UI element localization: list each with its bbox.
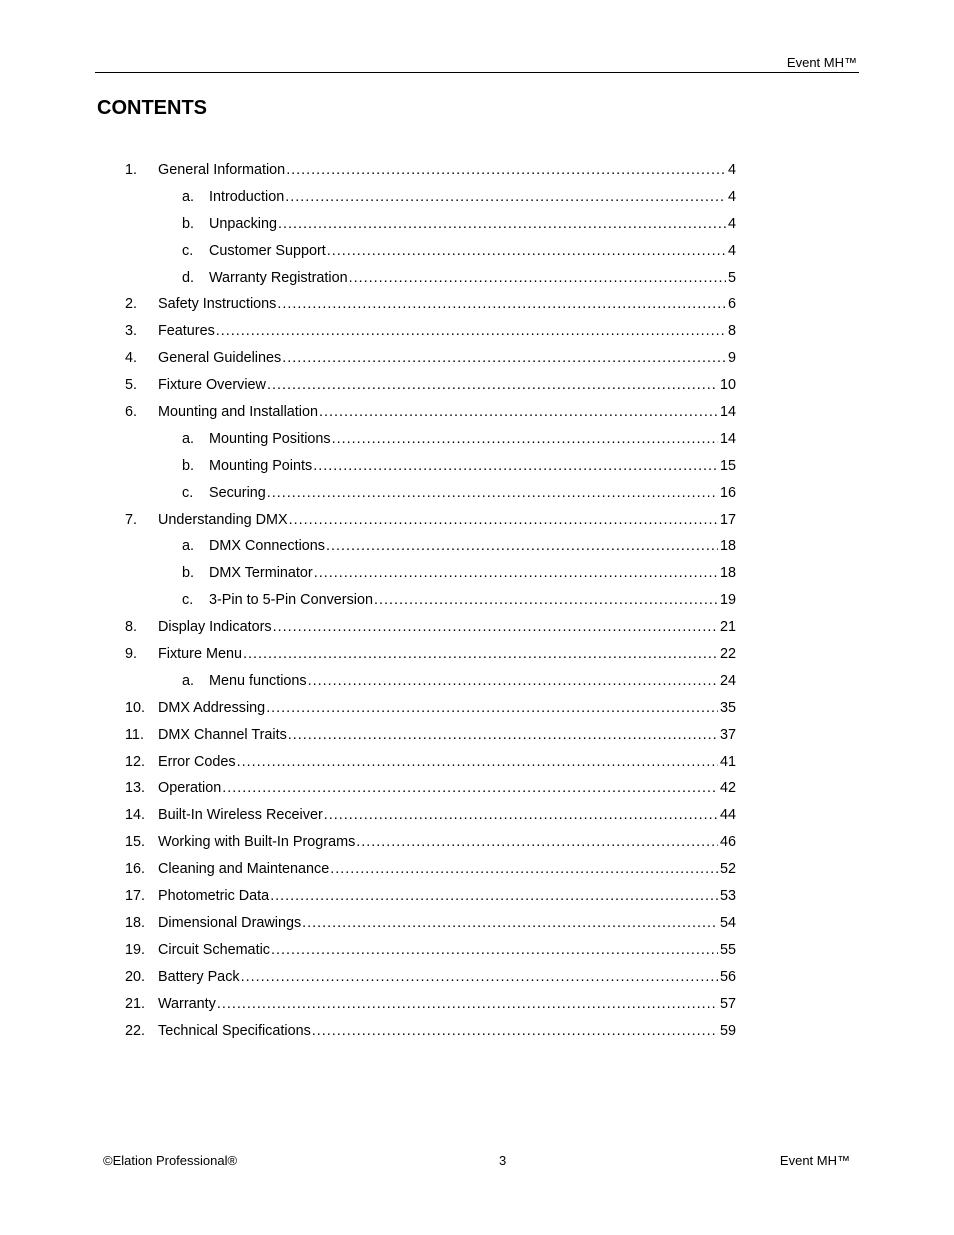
toc-entry-page: 35: [719, 699, 736, 716]
toc-entry[interactable]: [0, 967, 954, 994]
toc-entry-label: DMX Channel Traits: [158, 726, 287, 743]
toc-entry-line: [158, 644, 736, 664]
toc-entry-page: 14: [719, 430, 736, 447]
toc-entry-label: Menu functions: [209, 672, 307, 689]
toc-entry-line: [209, 536, 736, 556]
toc-entry-number: 3.: [125, 323, 138, 340]
toc-entry-page: 19: [719, 592, 736, 609]
toc-entry-number: 19.: [125, 941, 146, 958]
toc-entry-line: [158, 1021, 736, 1041]
toc-entry-label: Mounting Points: [209, 457, 313, 474]
toc-entry-label: Introduction: [209, 188, 285, 205]
toc-entry-number: 6.: [125, 404, 138, 421]
toc-entry-page: 37: [719, 726, 736, 743]
toc-entry-number: c.: [182, 484, 194, 501]
toc-entry[interactable]: [0, 832, 954, 859]
header-product-name: Event MH™: [786, 55, 857, 70]
toc-entry-line: [158, 294, 736, 314]
toc-entry-page: 52: [719, 861, 736, 878]
toc-entry-line: [158, 510, 736, 530]
toc-entry-line: [158, 725, 736, 745]
toc-subentry[interactable]: [0, 483, 954, 510]
toc-entry-number: 15.: [125, 834, 146, 851]
toc-dot-leader: [302, 913, 718, 933]
toc-entry-label: Mounting Positions: [209, 430, 331, 447]
toc-dot-leader: [324, 805, 718, 825]
toc-entry[interactable]: [0, 375, 954, 402]
toc-entry-page: 56: [719, 968, 736, 985]
toc-dot-leader: [374, 590, 718, 610]
toc-dot-leader: [285, 187, 726, 207]
toc-entry-number: 21.: [125, 995, 146, 1012]
toc-entry-label: Understanding DMX: [158, 511, 288, 528]
toc-entry-number: 20.: [125, 968, 146, 985]
toc-entry-line: [158, 698, 736, 718]
toc-dot-leader: [326, 536, 718, 556]
toc-subentry[interactable]: [0, 429, 954, 456]
toc-entry-label: Circuit Schematic: [158, 941, 270, 958]
toc-entry-line: [209, 268, 736, 288]
toc-entry-label: 3-Pin to 5-Pin Conversion: [209, 592, 373, 609]
toc-entry-line: [209, 241, 736, 261]
toc-dot-leader: [282, 348, 726, 368]
toc-entry-number: 18.: [125, 914, 146, 931]
toc-entry-label: Fixture Overview: [158, 377, 266, 394]
toc-entry-line: [158, 617, 736, 637]
toc-entry-page: 9: [727, 350, 736, 367]
toc-subentry[interactable]: [0, 268, 954, 295]
toc-entry-line: [158, 778, 736, 798]
toc-dot-leader: [271, 940, 718, 960]
toc-entry-page: 55: [719, 941, 736, 958]
toc-dot-leader: [286, 160, 726, 180]
toc-entry-number: 17.: [125, 888, 146, 905]
toc-entry-label: Cleaning and Maintenance: [158, 861, 330, 878]
toc-entry-label: Photometric Data: [158, 888, 270, 905]
toc-entry-number: 4.: [125, 350, 138, 367]
toc-dot-leader: [273, 617, 718, 637]
toc-entry-label: Error Codes: [158, 753, 236, 770]
toc-entry-page: 57: [719, 995, 736, 1012]
toc-entry-number: 8.: [125, 619, 138, 636]
toc-entry-page: 6: [727, 296, 736, 313]
toc-entry-line: [158, 967, 736, 987]
toc-subentry[interactable]: [0, 671, 954, 698]
toc-dot-leader: [241, 967, 718, 987]
toc-entry-page: 10: [719, 377, 736, 394]
toc-dot-leader: [217, 994, 718, 1014]
toc-entry-line: [158, 886, 736, 906]
toc-entry-number: b.: [182, 565, 195, 582]
toc-entry-label: DMX Connections: [209, 538, 325, 555]
toc-entry[interactable]: [0, 725, 954, 752]
toc-entry-number: 14.: [125, 807, 146, 824]
toc-dot-leader: [267, 375, 718, 395]
toc-entry-label: Safety Instructions: [158, 296, 277, 313]
toc-entry[interactable]: [0, 994, 954, 1021]
toc-entry[interactable]: [0, 1021, 954, 1048]
toc-dot-leader: [319, 402, 718, 422]
toc-entry[interactable]: [0, 510, 954, 537]
toc-entry-page: 4: [727, 215, 736, 232]
toc-subentry[interactable]: [0, 187, 954, 214]
toc-entry-label: Customer Support: [209, 242, 326, 259]
toc-entry-page: 18: [719, 538, 736, 555]
toc-entry-page: 21: [719, 619, 736, 636]
toc-entry-number: 2.: [125, 296, 138, 313]
toc-entry-label: Unpacking: [209, 215, 277, 232]
toc-entry-line: [158, 402, 736, 422]
footer-product-name: Event MH™: [779, 1153, 850, 1168]
toc-entry-label: Operation: [158, 780, 222, 797]
toc-entry-number: 9.: [125, 646, 138, 663]
toc-entry-page: 15: [719, 457, 736, 474]
page-title: CONTENTS: [97, 97, 207, 119]
toc-entry-label: Mounting and Installation: [158, 404, 319, 421]
toc-subentry[interactable]: [0, 536, 954, 563]
toc-dot-leader: [270, 886, 718, 906]
toc-entry-line: [158, 805, 736, 825]
toc-entry-line: [209, 456, 736, 476]
toc-entry-number: a.: [182, 188, 195, 205]
toc-subentry[interactable]: [0, 590, 954, 617]
toc-entry[interactable]: [0, 913, 954, 940]
toc-entry[interactable]: [0, 778, 954, 805]
toc-dot-leader: [327, 241, 726, 261]
toc-entry-page: 16: [719, 484, 736, 501]
toc-entry-label: DMX Terminator: [209, 565, 313, 582]
toc-entry-page: 53: [719, 888, 736, 905]
toc-dot-leader: [266, 698, 718, 718]
toc-entry-page: 54: [719, 914, 736, 931]
toc-entry-number: b.: [182, 457, 195, 474]
toc-entry-label: Working with Built-In Programs: [158, 834, 356, 851]
toc-subentry[interactable]: [0, 456, 954, 483]
toc-dot-leader: [332, 429, 718, 449]
toc-entry[interactable]: [0, 698, 954, 725]
toc-entry-label: Battery Pack: [158, 968, 240, 985]
toc-dot-leader: [237, 752, 718, 772]
toc-dot-leader: [289, 510, 718, 530]
toc-entry-page: 18: [719, 565, 736, 582]
toc-entry[interactable]: [0, 348, 954, 375]
toc-entry-page: 59: [719, 1022, 736, 1039]
footer-page-number: 3: [499, 1153, 507, 1168]
toc-dot-leader: [314, 563, 718, 583]
toc-entry-page: 44: [719, 807, 736, 824]
toc-entry-label: Display Indicators: [158, 619, 272, 636]
toc-subentry[interactable]: [0, 241, 954, 268]
toc-entry-label: Built-In Wireless Receiver: [158, 807, 323, 824]
toc-entry-number: 22.: [125, 1022, 146, 1039]
toc-entry-page: 24: [719, 672, 736, 689]
toc-entry[interactable]: [0, 402, 954, 429]
toc-entry-label: Securing: [209, 484, 266, 501]
toc-entry-page: 22: [719, 646, 736, 663]
toc-entry[interactable]: [0, 160, 954, 187]
toc-entry-line: [158, 859, 736, 879]
toc-entry-page: 17: [719, 511, 736, 528]
toc-dot-leader: [216, 321, 726, 341]
toc-dot-leader: [278, 214, 726, 234]
toc-entry-number: 1.: [125, 162, 138, 178]
toc-entry[interactable]: [0, 321, 954, 348]
toc-entry-number: 7.: [125, 511, 138, 528]
toc-entry-number: 13.: [125, 780, 146, 797]
toc-entry-line: [158, 994, 736, 1014]
toc-dot-leader: [330, 859, 718, 879]
toc-entry-number: c.: [182, 592, 194, 609]
toc-entry-line: [158, 321, 736, 341]
toc-entry-label: Warranty Registration: [209, 269, 348, 286]
toc-entry-number: b.: [182, 215, 195, 232]
toc-dot-leader: [349, 268, 726, 288]
toc-entry-label: Technical Specifications: [158, 1022, 311, 1039]
toc-entry-line: [209, 214, 736, 234]
toc-dot-leader: [313, 456, 718, 476]
toc-dot-leader: [267, 483, 718, 503]
toc-entry-page: 4: [727, 242, 736, 259]
toc-entry[interactable]: [0, 617, 954, 644]
toc-entry-label: Warranty: [158, 995, 216, 1012]
toc-dot-leader: [312, 1021, 718, 1041]
toc-entry-line: [158, 348, 736, 368]
toc-entry-label: DMX Addressing: [158, 699, 266, 716]
toc-entry-line: [209, 563, 736, 583]
toc-dot-leader: [277, 294, 726, 314]
toc-entry-number: 10.: [125, 699, 146, 716]
toc-entry-page: 42: [719, 780, 736, 797]
toc-entry-line: [158, 160, 736, 180]
toc-entry-page: 4: [727, 162, 736, 178]
toc-entry-line: [158, 832, 736, 852]
toc-entry-page: 4: [727, 188, 736, 205]
toc-entry-line: [158, 940, 736, 960]
toc-entry-number: 5.: [125, 377, 138, 394]
toc-entry-number: c.: [182, 242, 194, 259]
toc-entry-number: a.: [182, 538, 195, 555]
toc-entry-line: [158, 375, 736, 395]
toc-entry[interactable]: [0, 644, 954, 671]
toc-entry-line: [209, 671, 736, 691]
toc-entry-page: 46: [719, 834, 736, 851]
toc-entry[interactable]: [0, 752, 954, 779]
toc-entry-page: 14: [719, 404, 736, 421]
toc-entry-number: a.: [182, 672, 195, 689]
toc-entry-number: a.: [182, 430, 195, 447]
toc-dot-leader: [243, 644, 718, 664]
toc-dot-leader: [222, 778, 718, 798]
toc-entry-line: [209, 429, 736, 449]
toc-entry-page: 41: [719, 753, 736, 770]
toc-entry-page: 5: [727, 269, 736, 286]
toc-entry-number: 12.: [125, 753, 146, 770]
toc-entry-label: Features: [158, 323, 215, 340]
toc-entry-label: General Guidelines: [158, 350, 282, 367]
header-divider: [95, 72, 859, 73]
toc-entry-number: d.: [182, 269, 195, 286]
toc-entry[interactable]: [0, 940, 954, 967]
toc-entry-line: [209, 590, 736, 610]
toc-entry-label: General Information: [158, 162, 286, 178]
toc-dot-leader: [308, 671, 718, 691]
toc-entry-label: Fixture Menu: [158, 646, 242, 663]
toc-entry-number: 16.: [125, 861, 146, 878]
toc-entry[interactable]: [0, 294, 954, 321]
toc-entry[interactable]: [0, 805, 954, 832]
toc-dot-leader: [288, 725, 718, 745]
toc-entry[interactable]: [0, 886, 954, 913]
table-of-contents: [0, 160, 954, 1047]
toc-entry-page: 8: [727, 323, 736, 340]
toc-dot-leader: [356, 832, 718, 852]
toc-subentry[interactable]: [0, 214, 954, 241]
toc-entry-label: Dimensional Drawings: [158, 914, 302, 931]
toc-subentry[interactable]: [0, 563, 954, 590]
toc-entry-line: [209, 187, 736, 207]
footer-copyright: ©Elation Professional®: [103, 1153, 238, 1168]
toc-entry-line: [209, 483, 736, 503]
toc-entry-number: 11.: [125, 726, 144, 743]
toc-entry-line: [158, 913, 736, 933]
toc-entry[interactable]: [0, 859, 954, 886]
toc-entry-line: [158, 752, 736, 772]
